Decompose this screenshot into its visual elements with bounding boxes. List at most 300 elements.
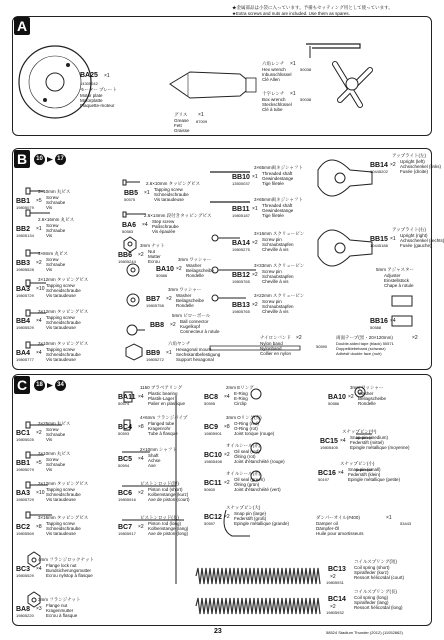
part-de: Schraube bbox=[46, 462, 66, 467]
part-code: BA10 bbox=[328, 394, 346, 401]
part-number: 19805272 bbox=[146, 357, 164, 362]
part-de: Beilagscheibe bbox=[176, 298, 205, 303]
part-de: Sechskantbefestigung bbox=[176, 352, 221, 357]
part-ja: 3×10mm 丸ビス bbox=[38, 189, 71, 194]
part-en: Nut bbox=[148, 249, 156, 254]
part-number: 50600 bbox=[204, 487, 216, 492]
part-number: 50575 bbox=[124, 197, 136, 202]
tape-fr: Adhésif double face (noir) bbox=[336, 351, 382, 356]
part-ja: スナップピン(中) bbox=[342, 429, 377, 434]
part-ja: 2mm Eリング bbox=[226, 385, 254, 390]
part-fr: Vis taraudeuse bbox=[46, 293, 76, 298]
adjuster-fr: Chape à rotule bbox=[384, 283, 414, 288]
part-number: 19805529 bbox=[16, 325, 34, 330]
part-ja: スナップピン(小) bbox=[340, 461, 375, 466]
part-en: Screw pin bbox=[262, 269, 282, 274]
note-line-2: ★Extra screws and nuts are included. Use them as spares. bbox=[232, 11, 350, 16]
damper-de: Dämpfer-Öl bbox=[316, 526, 340, 531]
part-fr: Joint torique (rouge) bbox=[234, 431, 275, 436]
part-ja: 2.6×16mm 丸ビス bbox=[38, 217, 75, 222]
part-ja: 3mm ワッシャー bbox=[178, 257, 212, 262]
tape-ja: 両面テープ(黒・20×120mm) bbox=[336, 335, 393, 340]
part-qty: ×1 bbox=[252, 206, 258, 212]
part-qty: ×8 bbox=[138, 424, 144, 430]
part-qty: ×3 bbox=[36, 606, 42, 612]
part-de: Federstift (groß) bbox=[234, 516, 267, 521]
part-en: Screw bbox=[46, 427, 59, 432]
bc13-qty: ×2 bbox=[330, 574, 336, 580]
part-de: Schneidschraube bbox=[46, 288, 81, 293]
part-en: Screw bbox=[46, 257, 59, 262]
part-ja: 3mm ワッシャー bbox=[350, 385, 384, 390]
bc13-code: BC13 bbox=[328, 566, 346, 573]
part-de: Achse bbox=[148, 458, 161, 463]
part-en: Screw bbox=[46, 195, 59, 200]
part-qty: ×4 bbox=[142, 222, 148, 228]
part-number: 50586 bbox=[328, 401, 340, 406]
part-fr: Cheville à vis bbox=[262, 279, 289, 284]
part-en: Washer bbox=[186, 263, 202, 268]
part-fr: Axe bbox=[148, 463, 156, 468]
part-number: 50583 bbox=[122, 229, 134, 234]
part-fr: Vis bbox=[46, 467, 53, 472]
part-ja: 4×6mm フランジパイプ bbox=[140, 415, 188, 420]
part-qty: ×2 bbox=[252, 272, 258, 278]
part-qty: ×10 bbox=[36, 490, 45, 496]
part-ja: 3mm Oリング(赤) bbox=[226, 415, 262, 420]
part-qty: ×2 bbox=[138, 252, 144, 258]
boxwrench-ja: 十字レンチ bbox=[262, 91, 285, 96]
part-en: Snap pin (medium) bbox=[350, 435, 389, 440]
part-en: Tapping screw bbox=[154, 187, 183, 192]
part-ja: 1150 ブラベアリング bbox=[140, 385, 183, 390]
part-code: BB3 bbox=[16, 260, 31, 267]
part-code: BB4 bbox=[16, 318, 31, 325]
part-fr: Palier en plastique bbox=[148, 401, 186, 406]
bc14-qty: ×2 bbox=[330, 604, 336, 610]
part-de: Kugelkopf bbox=[180, 324, 201, 329]
section-c-step-from: 18 bbox=[34, 380, 45, 391]
part-ja: 4mm フランジロックナット bbox=[38, 557, 94, 562]
coil-spring bbox=[196, 568, 320, 584]
part-code: BA4 bbox=[16, 350, 31, 357]
part-code: BC2 bbox=[16, 524, 31, 531]
part-de: Schraube bbox=[46, 432, 66, 437]
hexwrench-ja: 六角レンチ bbox=[262, 61, 285, 66]
part-number: 19805569 bbox=[16, 531, 34, 536]
part-ja: 3×65mm両ネジシャフト bbox=[254, 197, 303, 202]
part-number: 19805079 bbox=[16, 205, 34, 210]
section-c-step-to: 34 bbox=[55, 380, 66, 391]
part-number: 19805758 bbox=[146, 303, 164, 308]
part-en: Tapping screw bbox=[46, 315, 75, 320]
part-de: Schneidschraube bbox=[46, 492, 81, 497]
part-ja: 3×16mm スクリューピン bbox=[254, 231, 305, 236]
part-fr: Ecrou à flasque bbox=[46, 613, 78, 618]
part-ja: 3×25mm 丸ビス bbox=[38, 421, 71, 426]
part-code: BC5 bbox=[118, 456, 133, 463]
part-code: BA8 bbox=[16, 606, 31, 613]
part-qty: ×4 bbox=[36, 566, 42, 572]
part-en: Upright (left) bbox=[400, 159, 425, 164]
part-number: 19805729 bbox=[16, 497, 34, 502]
ba25-de: Motorplatte bbox=[80, 98, 103, 103]
part-qty: ×2 bbox=[252, 240, 258, 246]
part-en: Washer bbox=[358, 391, 374, 396]
part-de: Plastik-Lager bbox=[148, 396, 175, 401]
tape-qty: ×2 bbox=[412, 335, 418, 341]
nylonband-num: 50590 bbox=[316, 344, 328, 349]
part-de: Mutter bbox=[148, 254, 161, 259]
part-code: BC4 bbox=[118, 424, 133, 431]
part-qty: ×5 bbox=[36, 198, 42, 204]
part-number: 19805275 bbox=[232, 247, 250, 252]
part-number: 50574 bbox=[118, 401, 130, 406]
part-qty: ×4 bbox=[138, 456, 144, 462]
part-fr: Circlip bbox=[234, 401, 247, 406]
part-ja: ピストンロッド(短) bbox=[140, 481, 179, 486]
part-fr: Vis bbox=[46, 205, 53, 210]
part-ja: 2.6×10mm タッピングビス bbox=[146, 181, 201, 186]
part-code: BC10 bbox=[204, 452, 222, 459]
part-ja: 3×33mm スクリューピン bbox=[254, 263, 305, 268]
part-de: Kolbenstange (kurz) bbox=[148, 492, 189, 497]
section-b-step-from: 10 bbox=[34, 154, 45, 165]
part-code: BC8 bbox=[204, 394, 219, 401]
part-number: 19805187 bbox=[232, 213, 250, 218]
part-en: Flange lock nut bbox=[46, 563, 77, 568]
part-fr: Vis épaulée bbox=[152, 229, 176, 234]
part-code: BB12 bbox=[232, 272, 250, 279]
part-number: 50597 bbox=[204, 521, 216, 526]
bc14-code: BC14 bbox=[328, 596, 346, 603]
part-number: 19805244 bbox=[118, 259, 136, 264]
part-number: 10445188 bbox=[370, 243, 388, 248]
part-fr: Epingle métallique (grande) bbox=[234, 521, 290, 526]
adjuster-ja: 5mm アジャスター bbox=[376, 267, 414, 272]
part-number: 50595 bbox=[204, 401, 216, 406]
part-code: BB8 bbox=[150, 322, 165, 329]
part-en: Step screw bbox=[152, 219, 175, 224]
part-ja: 3×8mm 丸ビス bbox=[38, 251, 68, 256]
grease-fr: Graisse bbox=[174, 128, 190, 133]
tape-de: Doppelklebeband (schwarz) bbox=[336, 346, 386, 351]
part-en: Oil seal (green) bbox=[234, 477, 265, 482]
note-line-1: ★金属部品は小袋に入っています。予備もセッティング用として使っています。 bbox=[232, 5, 393, 10]
part-number: 19805765 bbox=[232, 279, 250, 284]
part-qty: ×4 bbox=[138, 394, 144, 400]
part-en: Shaft bbox=[148, 453, 159, 458]
ba25-num: 14305042 bbox=[80, 81, 98, 86]
part-code: BB7 bbox=[146, 296, 161, 303]
part-code: BC9 bbox=[204, 424, 219, 431]
part-number: 19805025 bbox=[16, 437, 34, 442]
part-code: BC3 bbox=[16, 566, 31, 573]
boxwrench-de: Steckschlüssel bbox=[262, 102, 292, 107]
part-en: Ball connector bbox=[180, 319, 209, 324]
part-de: Schraubstapfen bbox=[262, 242, 294, 247]
part-number: 50197 bbox=[318, 477, 330, 482]
part-code: BB2 bbox=[16, 226, 31, 233]
part-code: BB1 bbox=[16, 198, 31, 205]
part-en: Screw bbox=[46, 457, 59, 462]
grease-ja: グリス bbox=[174, 112, 188, 117]
part-number: 19805917 bbox=[118, 531, 136, 536]
bc14-num: 19805932 bbox=[326, 610, 344, 615]
part-ja: 2.6×14mm 段付きタッピングビス bbox=[144, 213, 212, 218]
part-qty: ×2 bbox=[224, 480, 230, 486]
part-fr: Ecrou nylstop à flasque bbox=[46, 573, 93, 578]
part-fr: Tube à flasque bbox=[148, 431, 178, 436]
part-fr: Tige filetée bbox=[262, 213, 284, 218]
part-en: Plastic bearing bbox=[148, 391, 178, 396]
part-fr: Connecteur à rotule bbox=[180, 329, 220, 334]
part-ja: 六角ヤンチ bbox=[168, 341, 191, 346]
part-fr: Cheville à vis bbox=[262, 247, 289, 252]
adjuster-en: Adjuster bbox=[384, 273, 401, 278]
part-fr: Vis bbox=[46, 233, 53, 238]
part-ja: 3mm ワッシャー bbox=[168, 287, 202, 292]
part-ja: 2×10mm シャフト bbox=[140, 447, 177, 452]
part-ja: アップライト(左) bbox=[392, 153, 427, 158]
part-qty: ×1 bbox=[144, 190, 150, 196]
part-en: Piston rod (long) bbox=[148, 521, 182, 526]
adjuster-de: Einstellstück bbox=[384, 278, 410, 283]
part-qty: ×1 bbox=[36, 226, 42, 232]
part-en: Tapping screw bbox=[46, 347, 75, 352]
part-code: BA11 bbox=[118, 394, 136, 401]
part-fr: Cheville à vis bbox=[262, 309, 289, 314]
ba25-en: Motor plate bbox=[80, 93, 103, 98]
part-qty: ×2 bbox=[138, 524, 144, 530]
part-qty: ×4 bbox=[338, 470, 344, 476]
section-c-tag: C bbox=[14, 376, 30, 394]
part-qty: ×2 bbox=[138, 490, 144, 496]
part-de: O-Ring (rot) bbox=[234, 426, 258, 431]
part-fr: Rondelle bbox=[358, 401, 376, 406]
part-fr: Vis taraudeuse bbox=[154, 197, 184, 202]
nylonband-de: Nylonband bbox=[260, 346, 282, 351]
part-qty: ×8 bbox=[224, 424, 230, 430]
part-de: Schraubstapfen bbox=[262, 274, 294, 279]
part-number: 19805134 bbox=[16, 233, 34, 238]
part-en: Threaded shaft bbox=[262, 203, 293, 208]
part-code: BC12 bbox=[204, 514, 222, 521]
part-qty: ×8 bbox=[36, 524, 42, 530]
ba25-qty: ×1 bbox=[104, 73, 110, 79]
nylonband-en: Nylon band bbox=[260, 341, 283, 346]
part-number: 50594 bbox=[118, 463, 130, 468]
part-en: Upright (right) bbox=[400, 233, 428, 238]
boxwrench-en: Box wrench bbox=[262, 97, 286, 102]
hexwrench-fr: Clé Allen bbox=[262, 77, 280, 82]
nylonband-fr: Collier en nylon bbox=[260, 351, 292, 356]
part-en: Tapping screw bbox=[46, 521, 75, 526]
nylonband-ja: ナイロンバンド bbox=[260, 335, 291, 340]
bc14-fr: Ressort hélicoïdal (long) bbox=[354, 605, 403, 610]
part-qty: ×4 bbox=[390, 318, 396, 324]
damper-num: 53443 bbox=[400, 521, 412, 526]
bc13-fr: Ressort hélicoïdal (court) bbox=[354, 575, 405, 580]
grease-en: Grease bbox=[174, 118, 189, 123]
part-qty: ×4 bbox=[340, 438, 346, 444]
part-number: 10445202 bbox=[370, 169, 388, 174]
hexwrench-de: Inbusschlüssel bbox=[262, 72, 292, 77]
part-qty: ×5 bbox=[36, 460, 42, 466]
part-en: Threaded shaft bbox=[262, 171, 293, 176]
section-b-tag: B bbox=[14, 150, 30, 168]
part-en: Washer bbox=[176, 293, 192, 298]
part-de: Beilagscheibe bbox=[358, 396, 387, 401]
part-en: Piston rod (short) bbox=[148, 487, 183, 492]
part-code: BB16 bbox=[370, 318, 388, 325]
part-de: Paßschraube bbox=[152, 224, 179, 229]
part-number: 19805729 bbox=[16, 293, 34, 298]
part-qty: ×2 bbox=[36, 430, 42, 436]
part-code: BB9 bbox=[146, 350, 161, 357]
part-code: BA14 bbox=[232, 240, 250, 247]
part-de: Kragenmutter bbox=[46, 608, 74, 613]
part-ja: オイルシール(赤) bbox=[226, 471, 261, 476]
part-qty: ×2 bbox=[348, 394, 354, 400]
part-de: Beilagscheibe bbox=[186, 268, 215, 273]
part-code: BA3 bbox=[16, 490, 31, 497]
part-number: 19805498 bbox=[204, 459, 222, 464]
part-de: E-Ring bbox=[234, 396, 248, 401]
part-ja: アップライト(右) bbox=[392, 227, 427, 232]
part-qty: ×2 bbox=[224, 452, 230, 458]
nylonband-qty: ×2 bbox=[296, 335, 302, 341]
part-de: Kolbenstange (lang) bbox=[148, 526, 189, 531]
product-code: 58524 Stadium Thunder (2012) (11052862) bbox=[326, 630, 403, 635]
part-de: Kragenrohr bbox=[148, 426, 171, 431]
part-de: Gewindestange bbox=[262, 208, 294, 213]
part-number: 19805916 bbox=[118, 497, 136, 502]
part-fr: Axe de piston (long) bbox=[148, 531, 189, 536]
part-qty: ×2 bbox=[224, 514, 230, 520]
part-en: Screw pin bbox=[262, 237, 282, 242]
part-en: Oil seal (red) bbox=[234, 449, 260, 454]
part-qty: ×1 bbox=[166, 350, 172, 356]
part-number: 19805220 bbox=[16, 613, 34, 618]
part-code: BB13 bbox=[232, 302, 250, 309]
part-en: Screw bbox=[46, 223, 59, 228]
part-qty: ×4 bbox=[36, 350, 42, 356]
part-number: 13500037 bbox=[232, 181, 250, 186]
bc13-de: Spiralfeder (kurz) bbox=[354, 570, 389, 575]
ba25-code: BA25 bbox=[80, 72, 98, 79]
grease-qty: ×1 bbox=[198, 112, 204, 118]
bc14-en: Coil spring (long) bbox=[354, 595, 389, 600]
part-code: BC16 bbox=[318, 470, 336, 477]
part-fr: Epingle métallique (moyenne) bbox=[350, 445, 410, 450]
part-qty: ×2 bbox=[252, 302, 258, 308]
part-de: Federstift (klein) bbox=[348, 472, 381, 477]
part-ja: 3×22mm スクリューピン bbox=[254, 293, 305, 298]
part-en: Tapping screw bbox=[46, 487, 75, 492]
part-en: Tapping screw bbox=[46, 283, 75, 288]
part-qty: ×2 bbox=[176, 266, 182, 272]
part-code: BB15 bbox=[370, 236, 388, 243]
part-code: BC15 bbox=[320, 438, 338, 445]
part-number: 19805079 bbox=[16, 467, 34, 472]
part-number: 19805529 bbox=[16, 573, 34, 578]
part-number: 19805777 bbox=[16, 357, 34, 362]
ba25-ja: モーター プレート bbox=[80, 87, 117, 92]
part-de: Schneidschraube bbox=[46, 526, 81, 531]
part-fr: Vis bbox=[46, 437, 53, 442]
part-en: Snap pin (small) bbox=[348, 467, 381, 472]
part-qty: ×2 bbox=[390, 162, 396, 168]
part-de: Bundsicherungsmutter bbox=[46, 568, 92, 573]
ba25-fr: Plaquette-moteur bbox=[80, 103, 115, 108]
part-qty: ×2 bbox=[166, 296, 172, 302]
part-code: BA3 bbox=[16, 286, 31, 293]
part-number: 19805765 bbox=[232, 309, 250, 314]
bc14-de: Spiralfeder (lang) bbox=[354, 600, 389, 605]
part-ja: ピストンロッド(長) bbox=[140, 515, 179, 520]
part-fr: Tige filetée bbox=[262, 181, 284, 186]
part-code: BC6 bbox=[118, 490, 133, 497]
hexwrench-en: Hex wrench bbox=[262, 67, 286, 72]
part-code: BB5 bbox=[124, 190, 139, 197]
part-de: Schraube bbox=[46, 228, 66, 233]
part-en: Snap pin (large) bbox=[234, 511, 267, 516]
part-fr: Epingle métallique (petite) bbox=[348, 477, 401, 482]
part-en: Screw pin bbox=[262, 299, 282, 304]
part-code: BC7 bbox=[118, 524, 133, 531]
part-qty: ×2 bbox=[170, 322, 176, 328]
part-fr: Support hexagonal bbox=[176, 357, 214, 362]
part-de: Schneidschraube bbox=[154, 192, 189, 197]
part-code: BA10 bbox=[156, 266, 174, 273]
part-en: Flange nut bbox=[46, 603, 68, 608]
part-number: 19805901 bbox=[204, 431, 222, 436]
part-fr: Vis taraudeuse bbox=[46, 531, 76, 536]
part-qty: ×2 bbox=[36, 260, 42, 266]
coil-spring bbox=[196, 598, 320, 614]
part-fr: Vis bbox=[46, 267, 53, 272]
part-ja: スナップピン(大) bbox=[226, 505, 261, 510]
part-de: Schraube bbox=[46, 262, 66, 267]
damper-ja: ダンパーオイル(#400) bbox=[316, 515, 360, 520]
grease-num: 87009 bbox=[196, 119, 208, 124]
part-code: BC11 bbox=[204, 480, 222, 487]
part-fr: Fusée (gauche) bbox=[400, 243, 432, 248]
part-fr: Rondelle bbox=[176, 303, 194, 308]
part-ja: 3×12mm タッピングビス bbox=[38, 277, 89, 282]
section-a-tag: A bbox=[14, 17, 30, 35]
bc13-num: 19805931 bbox=[326, 580, 344, 585]
part-number: 50593 bbox=[118, 431, 130, 436]
part-number: 19805405 bbox=[320, 445, 338, 450]
part-fr: Vis taraudeuse bbox=[46, 325, 76, 330]
part-de: Achsschenkel (links) bbox=[400, 164, 442, 169]
part-en: Flanged tube bbox=[148, 421, 175, 426]
damper-qty: ×1 bbox=[386, 515, 392, 521]
part-qty: ×1 bbox=[390, 236, 396, 242]
part-de: Achsschenkel (rechts) bbox=[400, 238, 444, 243]
part-code: BA6 bbox=[122, 222, 137, 229]
part-qty: ×10 bbox=[36, 286, 45, 292]
boxwrench-fr: Clé à tube bbox=[262, 107, 283, 112]
part-en: O-Ring (red) bbox=[234, 421, 260, 426]
part-fr: Fusée (droite) bbox=[400, 169, 429, 174]
part-fr: Ecrou bbox=[148, 259, 160, 264]
part-ja: 3×65mm両ネジシャフト bbox=[254, 165, 303, 170]
part-de: Gewindestange bbox=[262, 176, 294, 181]
part-qty: ×4 bbox=[36, 318, 42, 324]
